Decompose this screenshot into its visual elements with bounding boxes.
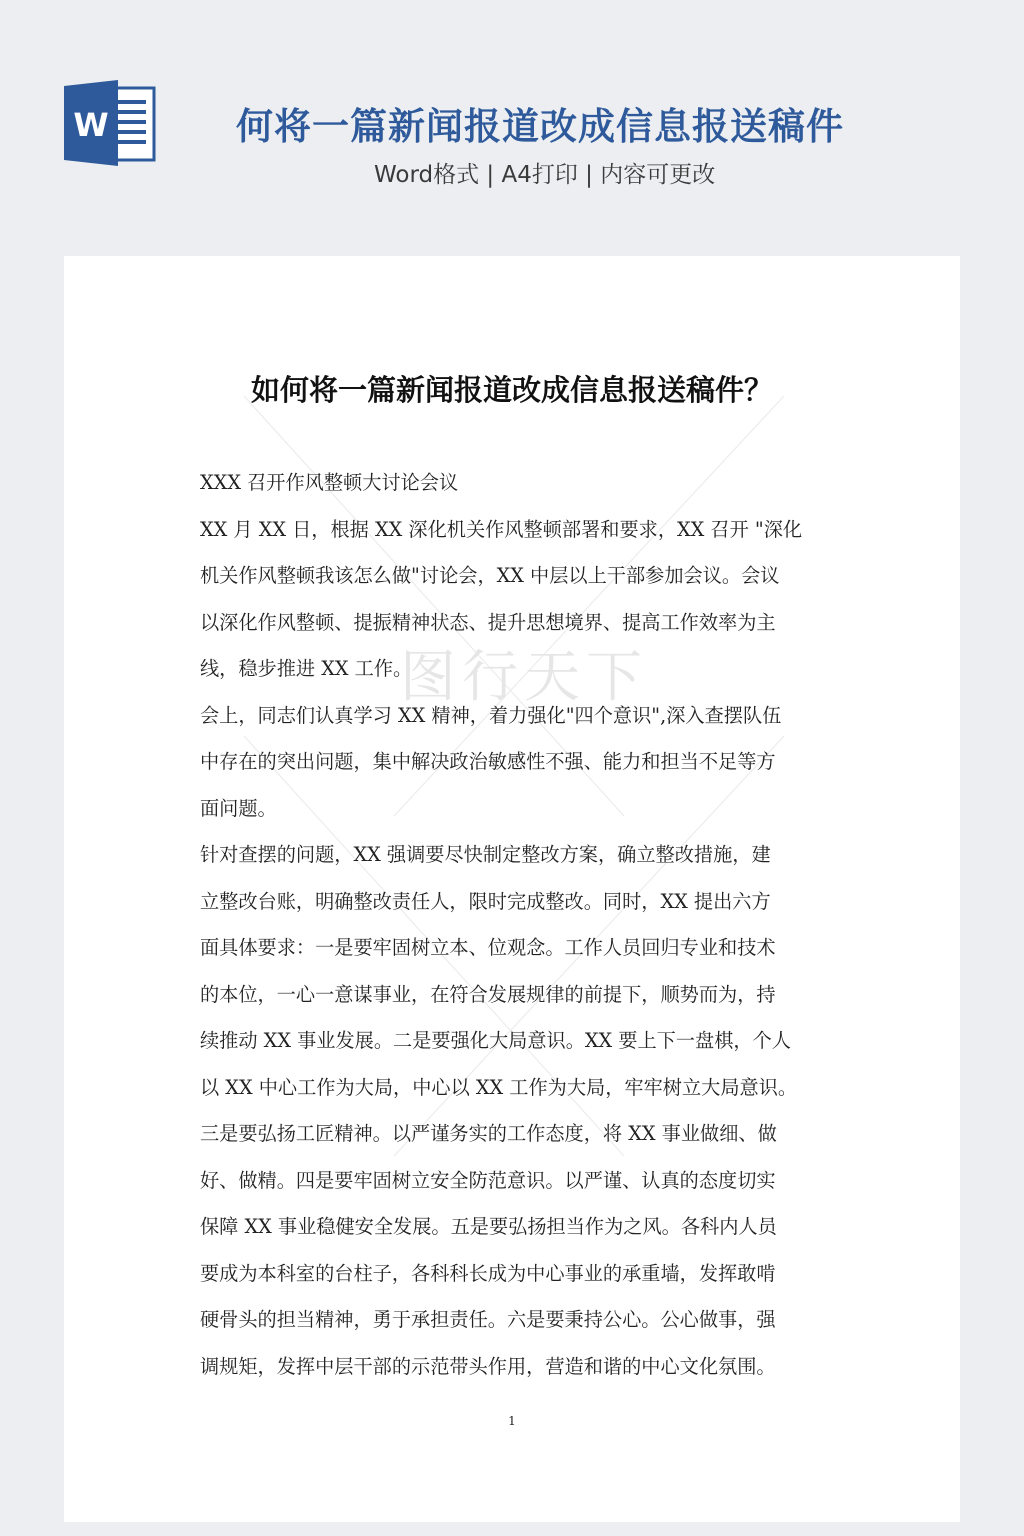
body-line: 要成为本科室的台柱子，各科科长成为中心事业的承重墙，发挥敢啃	[200, 1261, 776, 1285]
body-line: XXX 召开作风整顿大讨论会议	[200, 471, 459, 494]
body-line: 立整改台账，明确整改责任人，限时完成整改。同时，XX 提出六方	[200, 889, 771, 913]
document-page	[64, 256, 960, 1522]
body-line: 保障 XX 事业稳健安全发展。五是要弘扬担当作为之风。各科内人员	[200, 1215, 777, 1238]
body-line: 的本位，一心一意谋事业，在符合发展规律的前提下，顺势而为，持	[200, 982, 776, 1006]
body-line: 三是要弘扬工匠精神。以严谨务实的工作态度，将 XX 事业做细、做	[200, 1122, 777, 1145]
body-line: XX 月 XX 日，根据 XX 深化机关作风整顿部署和要求，XX 召开 "深化	[200, 517, 803, 541]
document-banner	[0, 0, 1024, 256]
body-line: 好、做精。四是要牢固树立安全防范意识。以严谨、认真的态度切实	[200, 1168, 776, 1192]
body-line: 针对查摆的问题，XX 强调要尽快制定整改方案，确立整改措施，建	[200, 843, 771, 866]
body-line: 以 XX 中心工作为大局，中心以 XX 工作为大局，牢牢树立大局意识。	[200, 1075, 798, 1099]
document-title: 如何将一篇新闻报道改成信息报送稿件？	[250, 373, 773, 407]
body-line: 面具体要求：一是要牢固树立本、位观念。工作人员回归专业和技术	[200, 936, 776, 959]
body-line: 会上，同志们认真学习 XX 精神，着力强化"四个意识",深入查摆队伍	[200, 703, 782, 727]
body-line: 续推动 XX 事业发展。二是要强化大局意识。XX 要上下一盘棋，个人	[200, 1029, 791, 1052]
page-number: 1	[508, 1414, 516, 1428]
body-line: 硬骨头的担当精神，勇于承担责任。六是要秉持公心。公心做事，强	[200, 1308, 776, 1331]
banner-title: 何将一篇新闻报道改成信息报送稿件	[236, 105, 844, 148]
watermark-text: 图行天下	[400, 645, 648, 710]
body-line: 线，稳步推进 XX 工作。	[200, 657, 413, 680]
body-line: 机关作风整顿我该怎么做"讨论会，XX 中层以上干部参加会议。会议	[200, 564, 780, 587]
body-line: 中存在的突出问题，集中解决政治敏感性不强、能力和担当不足等方	[200, 750, 776, 773]
body-line: 调规矩，发挥中层干部的示范带头作用，营造和谐的中心文化氛围。	[200, 1354, 776, 1378]
body-line: 面问题。	[200, 796, 277, 820]
body-line: 以深化作风整顿、提振精神状态、提升思想境界、提高工作效率为主	[200, 610, 776, 634]
word-logo-letter: W	[73, 106, 109, 144]
word-document-icon	[64, 80, 156, 166]
banner-subtitle: Word格式 | A4打印 | 内容可更改	[374, 162, 716, 188]
document-body	[200, 464, 824, 1394]
